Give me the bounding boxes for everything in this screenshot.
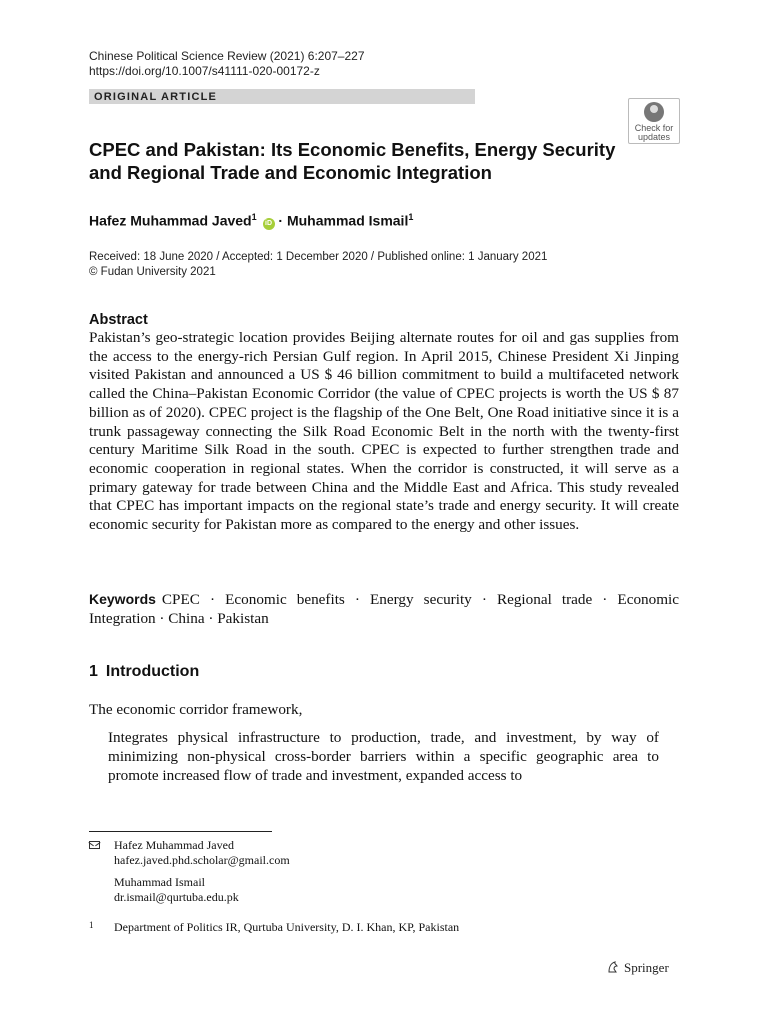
- springer-horse-icon: [606, 960, 620, 974]
- check-for-updates-button[interactable]: [628, 98, 680, 144]
- check-updates-line1: Check for: [634, 123, 674, 133]
- copyright-notice: © Fudan University 2021: [89, 266, 216, 278]
- keywords: [89, 590, 679, 628]
- publication-history: Received: 18 June 2020 / Accepted: 1 December 2020 / Published online: 1 January 2021: [89, 251, 548, 263]
- affiliation-text: Department of Politics IR, Qurtuba University, D. I. Khan, KP, Pakistan: [114, 920, 460, 934]
- abstract-heading: Abstract: [89, 312, 148, 328]
- corresponding-author-block: [89, 838, 689, 878]
- section-number: 1: [89, 663, 98, 680]
- keywords-list: CPEC · Economic benefits · Energy security · Regional trade · Economic Integration · China · Pakistan: [89, 591, 679, 627]
- author-name[interactable]: Hafez Muhammad Javed: [89, 212, 252, 229]
- author-affiliation-marker: 1: [251, 212, 257, 222]
- footnote-author-name: Hafez Muhammad Javed: [114, 838, 234, 852]
- author-separator: ·: [274, 212, 287, 229]
- section-title: Introduction: [105, 663, 200, 680]
- author-list: [89, 207, 413, 231]
- footnote-author-name: Muhammad Ismail: [114, 875, 205, 889]
- article-type-label: ORIGINAL ARTICLE: [89, 89, 475, 104]
- publication-dates: [89, 250, 547, 280]
- footnote-divider: [89, 831, 272, 832]
- section-heading-introduction: [89, 662, 199, 682]
- introduction-paragraph: The economic corridor framework,: [89, 701, 303, 718]
- check-updates-line2: updates: [637, 132, 671, 142]
- publisher-logo: [606, 960, 669, 976]
- journal-header: [89, 49, 365, 79]
- affiliation-marker: 1: [89, 920, 94, 930]
- doi-link[interactable]: https://doi.org/10.1007/s41111-020-00172-z: [89, 64, 320, 78]
- footnote-author-email[interactable]: hafez.javed.phd.scholar@gmail.com: [114, 853, 290, 867]
- author-affiliation-marker: 1: [408, 212, 414, 222]
- publisher-name: Springer: [624, 960, 669, 975]
- envelope-icon: [89, 841, 100, 849]
- journal-citation: Chinese Political Science Review (2021) 6:207–227: [89, 49, 365, 63]
- footnote-author-email[interactable]: dr.ismail@qurtuba.edu.pk: [114, 890, 239, 904]
- introduction-block-quote: Integrates physical infrastructure to production, trade, and investment, by way of minimizing non-physical cross-border barriers within a specific geographic area to promote increased flow of trade and investment, expanded access to: [108, 729, 659, 784]
- keywords-label: Keywords: [89, 591, 156, 607]
- paper-title: CPEC and Pakistan: Its Economic Benefits, Energy Security and Regional Trade and Economic Integration: [89, 139, 616, 183]
- orcid-icon[interactable]: iD: [263, 218, 275, 230]
- check-updates-icon: [644, 102, 664, 122]
- author-name[interactable]: Muhammad Ismail: [286, 212, 409, 229]
- abstract-text: Pakistan’s geo-strategic location provides Beijing alternate routes for oil and gas supplies from the access to the energy-rich Persian Gulf region. In April 2015, Chinese President Xi Jinping visited Pakistan and announced a US $ 46 billion commitment to build a multifaceted network called the China–Pakistan Economic Corridor (the value of CPEC projects is worth the US $ 87 billion as of 2020). CPEC project is the flagship of the One Belt, One Road initiative since it is a trunk passageway connecting the Silk Road Economic Belt in the north with the twenty-first century Maritime Silk Road in the south. CPEC is expected to further strengthen trade and economic cooperation in regional states. When the corridor is constructed, it will serve as a primary gateway for trade between China and the Middle East and Africa. This study revealed that CPEC has important impacts on the regional state’s trade and energy security. It will create economic security for Pakistan more as compared to the energy and other issues.: [89, 329, 679, 534]
